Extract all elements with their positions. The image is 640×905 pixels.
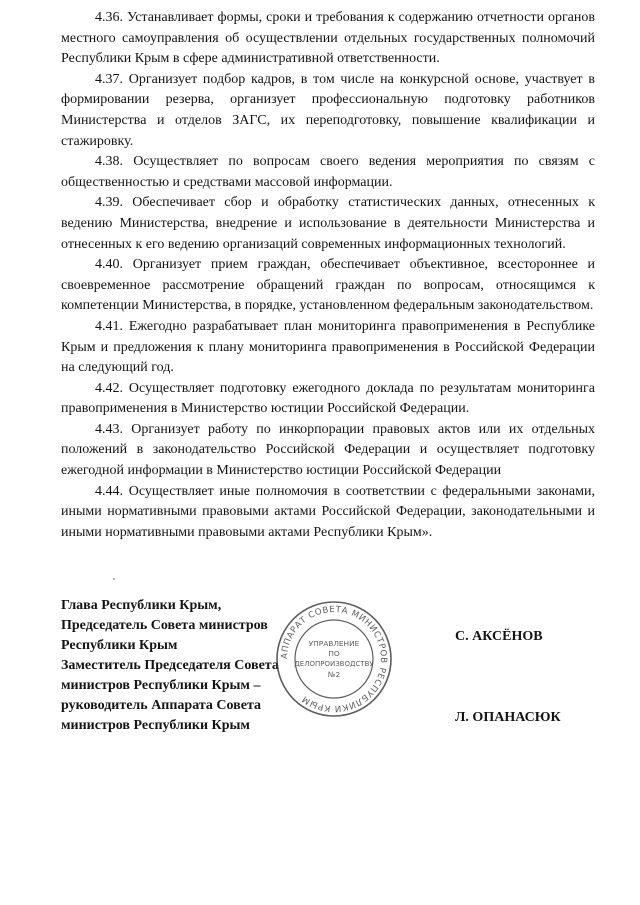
clause-4-36: 4.36. Устанавливает формы, сроки и требования к содержанию отчетности органов местного самоуправления об осуществлении отдельных государственных полномочий Республики Крым в сфере административной ответственности. xyxy=(61,10,595,67)
signature-head-name: С. АКСЁНОВ xyxy=(455,629,543,644)
clause-4-39: 4.39. Обеспечивает сбор и обработку статистических данных, отнесенных к ведению Министерства, внедрение и использование в деятельности Министерства и отнесенных к его ведению организаций современных информационных технологий. xyxy=(61,195,595,252)
signature-deputy-title-line: Заместитель Председателя Совета xyxy=(61,658,279,673)
signature-head-title-line: Председатель Совета министров xyxy=(61,618,268,633)
clauses-text xyxy=(61,8,595,543)
stamp-center-line: УПРАВЛЕНИЕ xyxy=(308,639,360,648)
stamp-ring-text: АППАРАТ СОВЕТА МИНИСТРОВ РЕСПУБЛИКИ КРЫМ xyxy=(279,604,389,714)
clause-4-38: 4.38. Осуществляет по вопросам своего ведения мероприятия по связям с общественностью и средствами массовой информации. xyxy=(61,154,595,190)
signature-deputy-name: Л. ОПАНАСЮК xyxy=(455,710,561,725)
official-stamp xyxy=(275,600,393,718)
clause-4-43: 4.43. Организует работу по инкорпорации правовых актов или их отдельных положений в законодательство Российской Федерации и осуществляет подготовку ежегодной информации в Министерство юстиции Российской Федерации xyxy=(61,421,595,479)
clause-4-37: 4.37. Организует подбор кадров, в том числе на конкурсной основе, участвует в формировании резерва, организует профессиональную подготовку работников Министерства и отделов ЗАГС, их переподготовку, повышение квалификации и стажировку. xyxy=(61,71,595,149)
signature-deputy-title-line: министров Республики Крым xyxy=(61,718,250,733)
clause-4-41: 4.41. Ежегодно разрабатывает план мониторинга правоприменения в Республике Крым и предложения к плану мониторинга правоприменения в Российской Федерации на следующий год. xyxy=(61,318,595,376)
signature-deputy-title-line: министров Республики Крым – xyxy=(61,678,261,693)
signature-head-title-line: Глава Республики Крым, xyxy=(61,598,222,613)
clause-4-42: 4.42. Осуществляет подготовку ежегодного доклада по результатам мониторинга правоприменения в Министерство юстиции Российской Федерации. xyxy=(61,380,595,417)
clause-4-44: 4.44. Осуществляет иные полномочия в соответствии с федеральными законами, иными нормативными правовыми актами Российской Федерации, законодательными и иными нормативными правовыми актами Республики Крым». xyxy=(61,483,595,540)
stamp-center-line: ПО xyxy=(328,649,340,658)
stamp-center-line: ДЕЛОПРОИЗВОДСТВУ xyxy=(294,660,374,668)
signature-deputy-title-line: руководитель Аппарата Совета xyxy=(61,698,261,713)
scan-speck xyxy=(113,578,115,580)
stamp-center-line: №2 xyxy=(327,670,341,679)
signature-head-title-line: Республики Крым xyxy=(61,638,178,653)
clause-4-40: 4.40. Организует прием граждан, обеспечивает объективное, всестороннее и своевременное рассмотрение обращений граждан по вопросам, относящимся к компетенции Министерства, в порядке, установленном федеральным законодательством. xyxy=(61,257,595,314)
